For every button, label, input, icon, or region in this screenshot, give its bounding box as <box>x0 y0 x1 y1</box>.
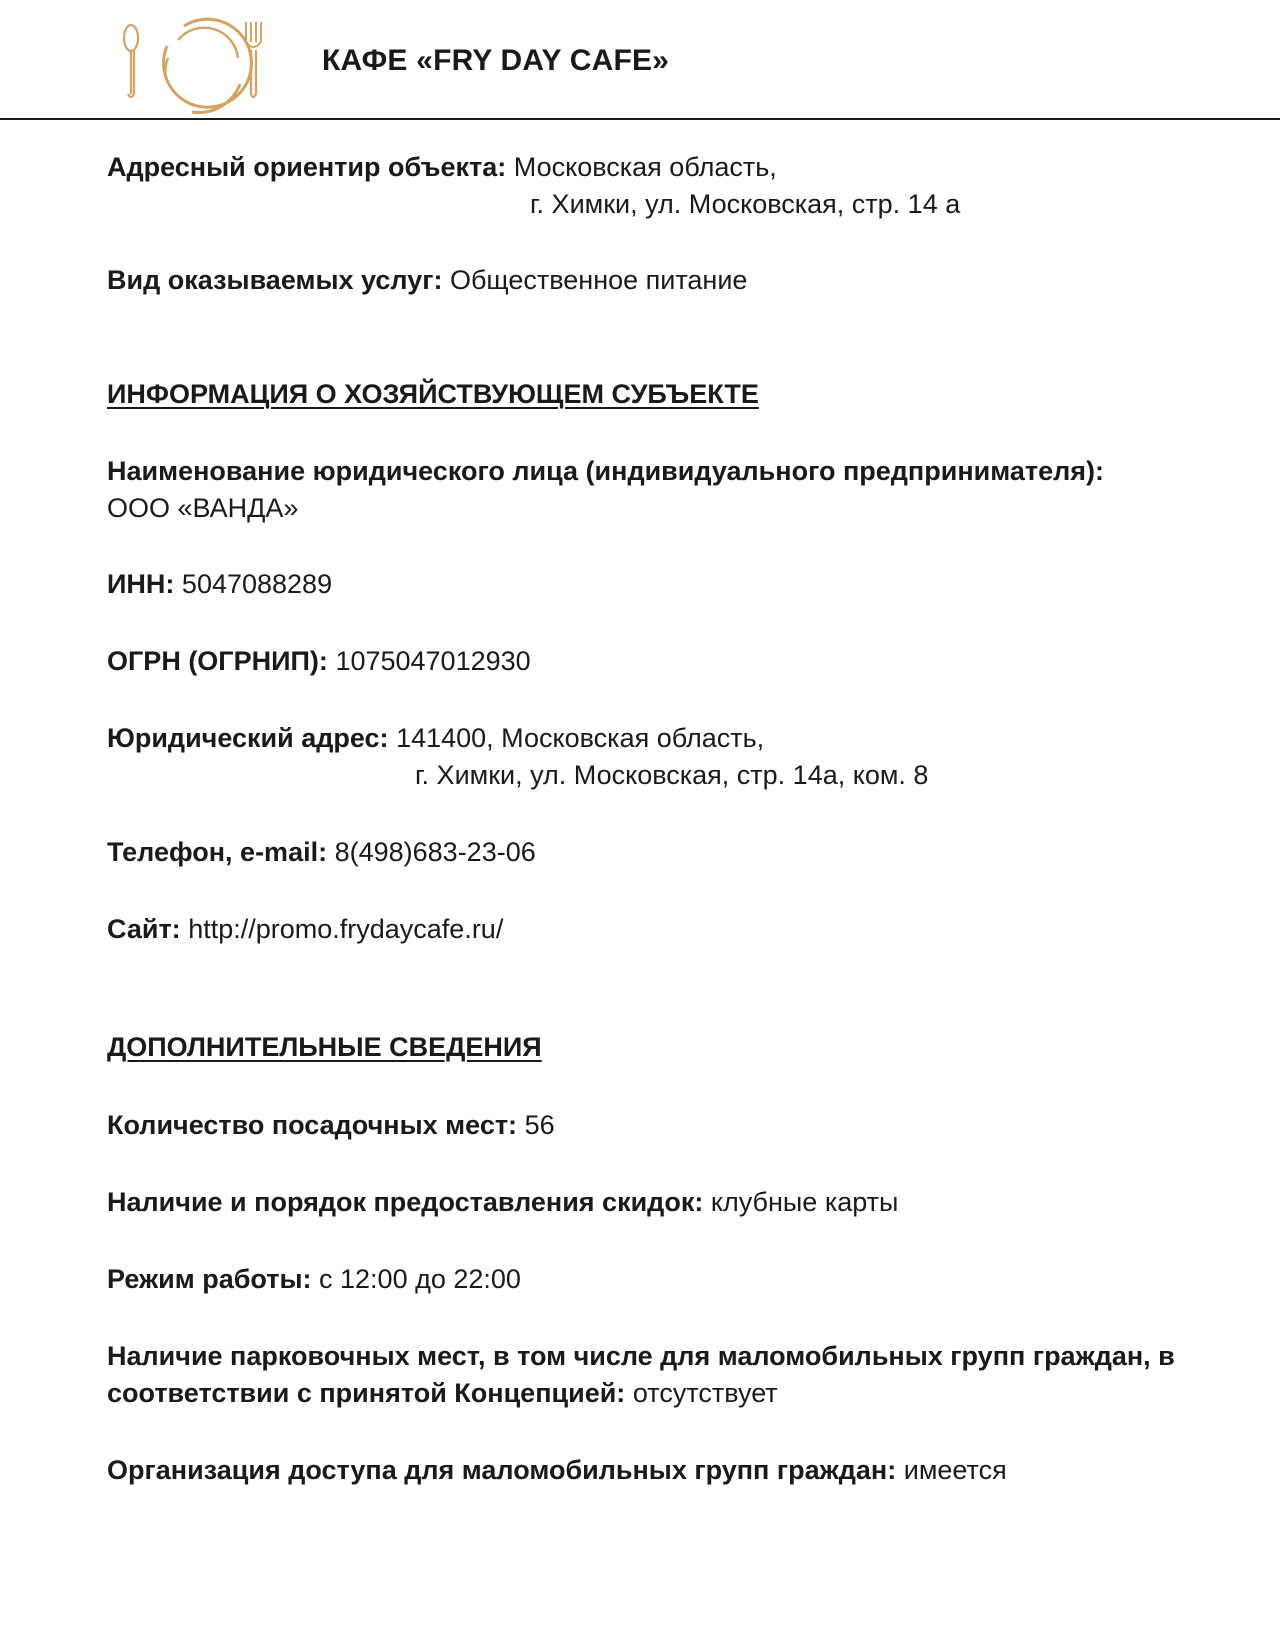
address-continuation <box>530 185 960 223</box>
seats-label: Количество посадочных мест: <box>107 1110 518 1140</box>
phone-row <box>107 833 536 871</box>
section-heading-entity: ИНФОРМАЦИЯ О ХОЗЯЙСТВУЮЩЕМ СУБЪЕКТЕ <box>107 379 759 409</box>
seats-value: 56 <box>524 1110 555 1140</box>
inn-row <box>107 565 332 603</box>
address-label: Адресный ориентир объекта: <box>107 152 507 182</box>
parking-row <box>107 1374 778 1412</box>
address-line-1: Московская область, <box>513 152 777 182</box>
parking-label-line-1: Наличие парковочных мест, в том числе для маломобильных групп граждан, в <box>107 1341 1175 1371</box>
hours-value: с 12:00 до 22:00 <box>319 1264 521 1294</box>
legal-address-continuation <box>415 756 928 794</box>
legal-address-label: Юридический адрес: <box>107 723 389 753</box>
services-value: Общественное питание <box>449 265 748 295</box>
inn-label: ИНН: <box>107 569 175 599</box>
page-title: КАФЕ «FRY DAY CAFE» <box>322 44 670 77</box>
services-label: Вид оказываемых услуг: <box>107 265 443 295</box>
legal-address-line-2: г. Химки, ул. Московская, стр. 14а, ком. 8 <box>415 760 929 790</box>
site-link[interactable]: http://promo.frydaycafe.ru/ <box>188 914 504 944</box>
discounts-value: клубные карты <box>710 1187 899 1217</box>
section-heading-extra: ДОПОЛНИТЕЛЬНЫЕ СВЕДЕНИЯ <box>107 1032 542 1062</box>
access-row <box>107 1451 1007 1489</box>
discounts-label: Наличие и порядок предоставления скидок: <box>107 1187 704 1217</box>
ogrn-value: 1075047012930 <box>335 646 531 676</box>
phone-value: 8(498)683-23-06 <box>334 837 536 867</box>
ogrn-label: ОГРН (ОГРНИП): <box>107 646 328 676</box>
services-row <box>107 261 747 299</box>
discounts-row <box>107 1183 898 1221</box>
parking-value: отсутствует <box>632 1378 778 1408</box>
hours-row <box>107 1260 521 1298</box>
legal-address-line-1: 141400, Московская область, <box>396 723 765 753</box>
site-row <box>107 910 503 948</box>
address-line-2: г. Химки, ул. Московская, стр. 14 а <box>530 189 961 219</box>
inn-value: 5047088289 <box>181 569 333 599</box>
parking-label-line-2: соответствии с принятой Концепцией: <box>107 1378 626 1408</box>
entity-name-value: ООО «ВАНДА» <box>107 493 299 523</box>
site-label: Сайт: <box>107 914 181 944</box>
plate-cutlery-logo-icon <box>122 8 267 118</box>
seats-row <box>107 1106 555 1144</box>
hours-label: Режим работы: <box>107 1264 312 1294</box>
access-label: Организация доступа для маломобильных групп граждан: <box>107 1455 897 1485</box>
entity-name-label: Наименование юридического лица (индивидуального предпринимателя): <box>107 456 1104 486</box>
page-header <box>0 0 1280 120</box>
phone-label: Телефон, e-mail: <box>107 837 328 867</box>
legal-address-row <box>107 719 764 757</box>
access-value: имеется <box>903 1455 1007 1485</box>
address-row <box>107 148 777 186</box>
ogrn-row <box>107 642 531 680</box>
